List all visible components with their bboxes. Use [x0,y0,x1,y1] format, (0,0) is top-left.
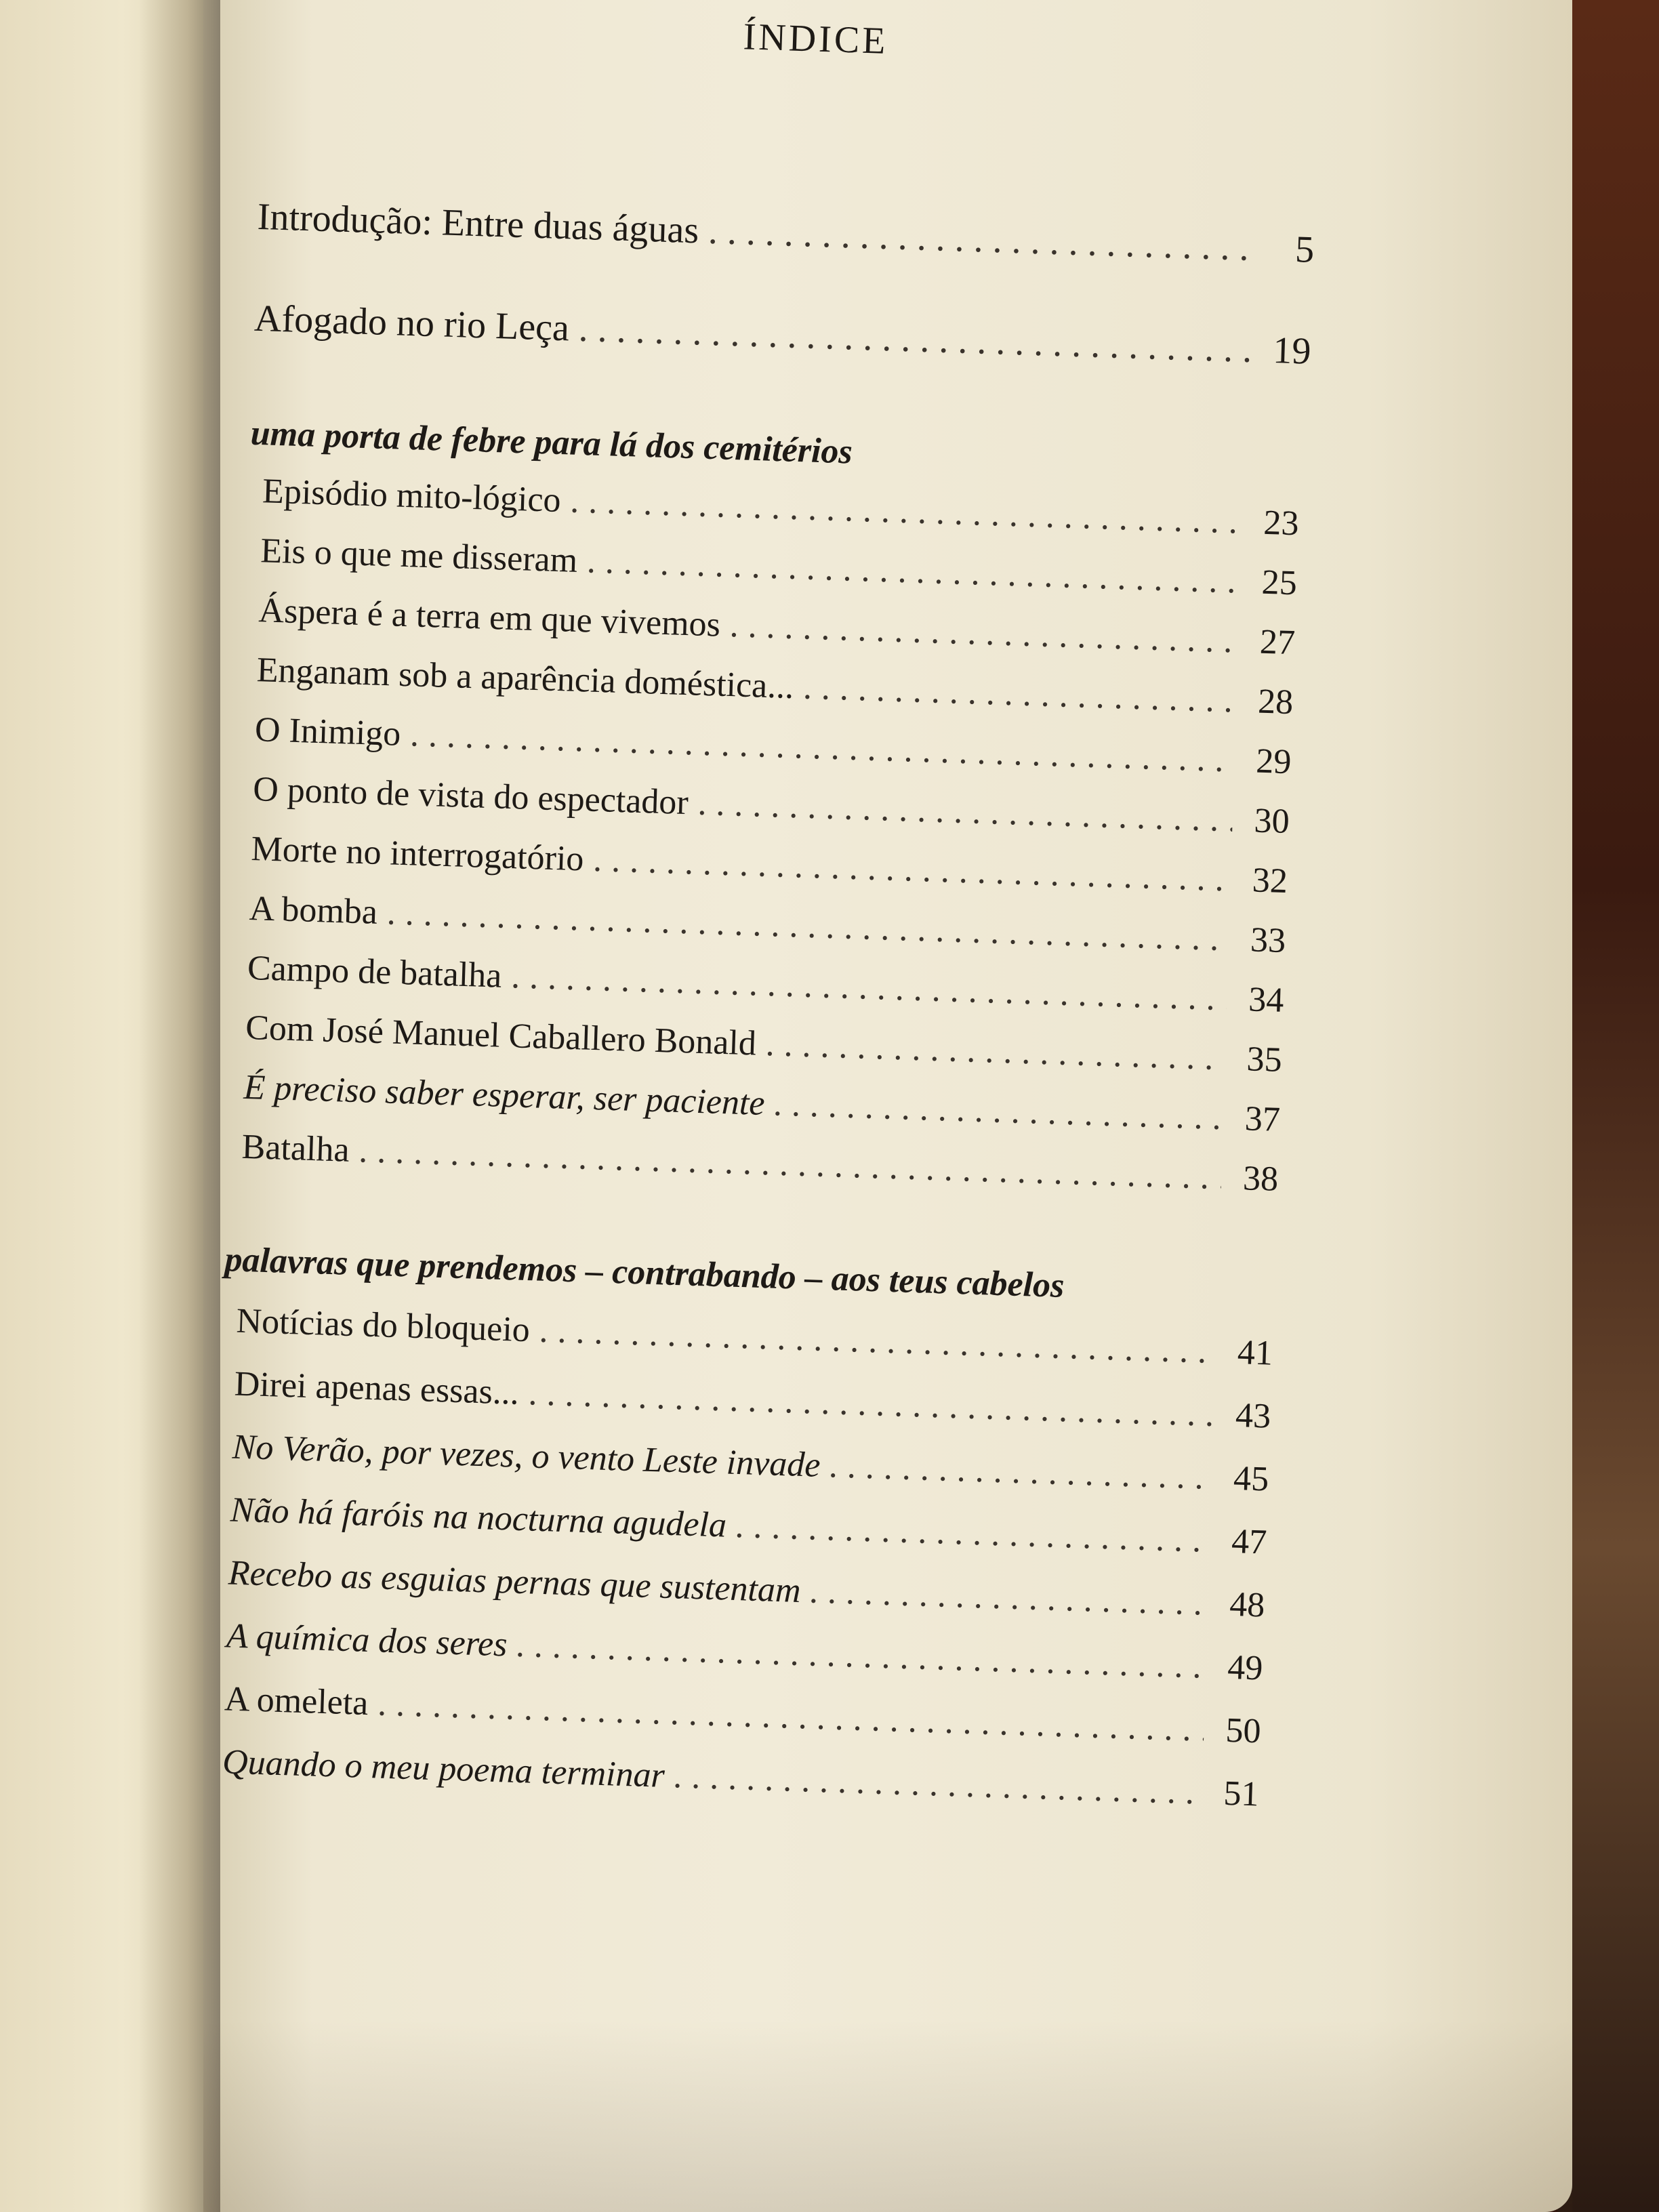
toc-entry-page: 45 [1233,1459,1270,1499]
toc-entry-label: Morte no interrogatório [250,830,585,879]
toc-entry-page: 38 [1242,1159,1279,1199]
toc-entry-label: Episódio mito-lógico [262,472,562,520]
toc-entry-label: Campo de batalha [247,948,503,996]
toc-entry-page: 23 [1263,503,1300,544]
toc-entry-page: 32 [1252,861,1288,901]
toc-entry-page: 47 [1231,1521,1268,1562]
toc-entry-page: 50 [1225,1711,1262,1751]
toc-entry-label: Enganam sob a aparência doméstica... [256,651,795,707]
toc-entry-page: 49 [1227,1647,1264,1688]
page-shadow [203,2020,1572,2212]
toc-entry-label: Eis o que me disseram [260,531,579,580]
toc-entry-label: Batalha [241,1127,350,1170]
toc-entry-page: 43 [1235,1396,1271,1436]
toc-entry-page: 51 [1223,1774,1260,1814]
book-gutter [139,0,220,2212]
toc-entry-page: 37 [1244,1099,1281,1139]
toc-entry-label: Com José Manuel Caballero Bonald [245,1008,757,1063]
toc-entry-label: Quando o meu poema terminar [222,1742,665,1795]
toc-entry-label: A bomba [248,888,378,932]
toc-entry-page: 19 [1272,329,1312,373]
toc-entry-label: Áspera é a terra em que vivemos [258,591,721,644]
toc-entry-label: Direi apenas essas... [233,1364,520,1412]
toc-entry-page: 48 [1229,1584,1266,1625]
book-edge [1557,0,1659,2212]
toc-entry-label: Recebo as esguias pernas que sustentam [228,1553,802,1611]
section-title: uma porta de febre para lá dos cemitérios [250,413,853,472]
toc-entry-label: O ponto de vista do espectador [252,770,689,823]
toc-entry-page: 41 [1237,1333,1273,1373]
toc-entry-page: 28 [1257,682,1294,722]
toc-entry-label: O Inimigo [254,710,402,754]
toc-entry-label: No Verão, por vezes, o vento Leste invade [232,1427,821,1485]
toc-entry-page: 5 [1294,228,1315,271]
toc-entry-page: 33 [1250,920,1287,961]
toc-entry-label: A omeleta [224,1679,369,1723]
toc-entry-page: 30 [1253,801,1290,842]
toc-entry-label: Introdução: Entre duas águas [256,195,700,252]
section-title: palavras que prendemos – contrabando – aos teus cabelos [224,1240,1065,1305]
toc-entry-page: 29 [1255,741,1292,782]
page-title: ÍNDICE [742,16,889,62]
toc-entry-label: Notícias do bloqueio [235,1301,531,1350]
toc-entry-label: Não há faróis na nocturna agudela [230,1490,727,1545]
toc-entry-label: A química dos seres [226,1616,508,1664]
toc-entry-page: 35 [1246,1040,1283,1080]
toc-entry-page: 34 [1248,980,1285,1020]
toc-entry-page: 27 [1259,622,1296,663]
toc-entry-label: Afogado no rio Leça [253,297,570,350]
toc-entry-page: 25 [1261,562,1298,603]
toc-entry-label: É preciso saber esperar, ser paciente [243,1067,766,1123]
